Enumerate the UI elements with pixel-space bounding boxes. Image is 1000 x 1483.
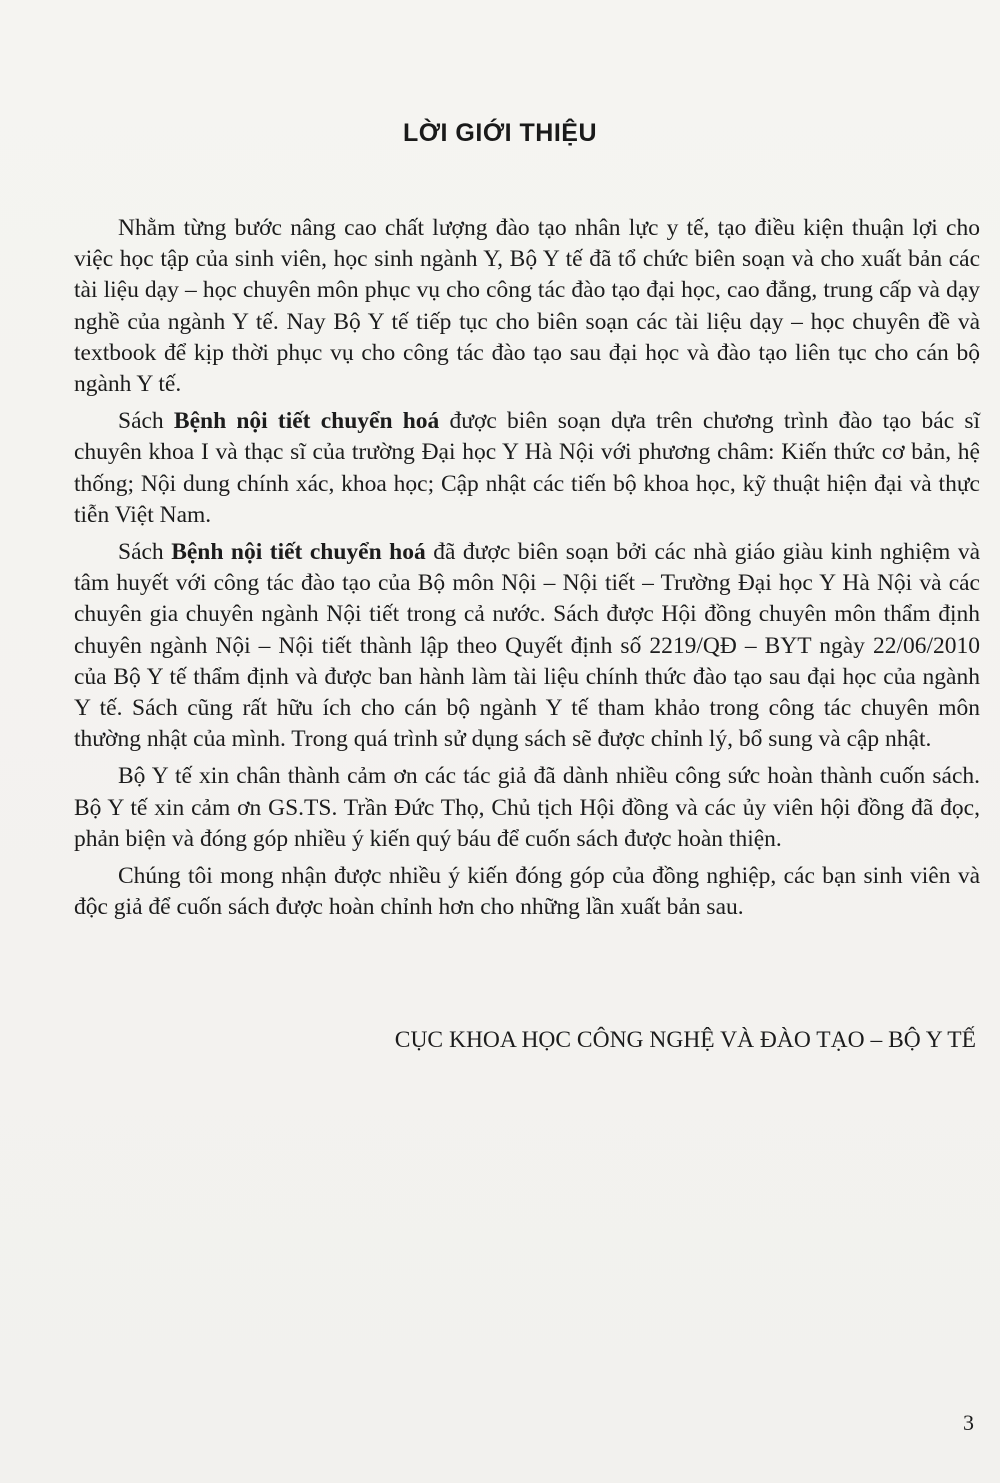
paragraph-3-text-before: Sách bbox=[118, 539, 172, 566]
signature: CỤC KHOA HỌC CÔNG NGHỆ VÀ ĐÀO TẠO – BỘ Y TẾ bbox=[394, 1027, 976, 1053]
paragraph-4 bbox=[74, 761, 980, 855]
paragraph-2-text-after: được biên soạn dựa trên chương trình đào tạo bác sĩ chuyên khoa I và thạc sĩ của trường Đại học Y Hà Nội với phương châm: Kiến thức cơ bản, hệ thống; Nội dung chính xác, khoa học; Cập nhật các tiến bộ khoa học, kỹ thuật hiện đại và thực tiễn Việt Nam. bbox=[74, 408, 980, 528]
paragraph-2-book-title: Bệnh nội tiết chuyển hoá bbox=[173, 408, 440, 435]
page-number: 3 bbox=[963, 1410, 974, 1435]
page-body bbox=[74, 213, 980, 929]
paragraph-1-text: Nhằm từng bước nâng cao chất lượng đào tạo nhân lực y tế, tạo điều kiện thuận lợi cho việc học tập của sinh viên, học sinh ngành Y, Bộ Y tế đã tổ chức biên soạn và cho xuất bản các tài liệu dạy – học chuyên môn phục vụ cho công tác đào tạo đại học, cao đẳng, trung cấp và dạy nghề của ngành Y tế. Nay Bộ Y tế tiếp tục cho biên soạn các tài liệu dạy – học chuyên đề và textbook để kịp thời phục vụ cho công tác đào tạo sau đại học và đào tạo liên tục cho cán bộ ngành Y tế. bbox=[74, 215, 980, 398]
page-title: LỜI GIỚI THIỆU bbox=[402, 119, 598, 147]
paragraph-5 bbox=[74, 861, 980, 923]
paragraph-1 bbox=[74, 213, 980, 400]
paragraph-4-text: Bộ Y tế xin chân thành cảm ơn các tác giả đã dành nhiều công sức hoàn thành cuốn sách. Bộ Y tế xin cảm ơn GS.TS. Trần Đức Thọ, Chủ tịch Hội đồng và các ủy viên hội đồng đã đọc, phản biện và đóng góp nhiều ý kiến quý báu để cuốn sách được hoàn thiện. bbox=[74, 763, 980, 852]
paragraph-5-text: Chúng tôi mong nhận được nhiều ý kiến đóng góp của đồng nghiệp, các bạn sinh viên và độc giả để cuốn sách được hoàn chỉnh hơn cho những lần xuất bản sau. bbox=[74, 863, 980, 921]
paragraph-2-text-before: Sách bbox=[118, 408, 174, 435]
paragraph-3-book-title: Bệnh nội tiết chuyển hoá bbox=[171, 539, 426, 566]
paragraph-3 bbox=[74, 537, 980, 755]
paragraph-2 bbox=[74, 406, 980, 531]
paragraph-3-text-after: đã được biên soạn bởi các nhà giáo giàu kinh nghiệm và tâm huyết với công tác đào tạo của Bộ môn Nội – Nội tiết – Trường Đại học Y Hà Nội và các chuyên gia chuyên ngành Nội tiết trong cả nước. Sách được Hội đồng chuyên môn thẩm định chuyên ngành Nội – Nội tiết thành lập theo Quyết định số 2219/QĐ – BYT ngày 22/06/2010 của Bộ Y tế thẩm định và được ban hành làm tài liệu chính thức đào tạo sau đại học của ngành Y tế. Sách cũng rất hữu ích cho cán bộ ngành Y tế tham khảo trong công tác chuyên môn thường nhật của mình. Trong quá trình sử dụng sách sẽ được chỉnh lý, bổ sung và cập nhật. bbox=[74, 539, 981, 753]
